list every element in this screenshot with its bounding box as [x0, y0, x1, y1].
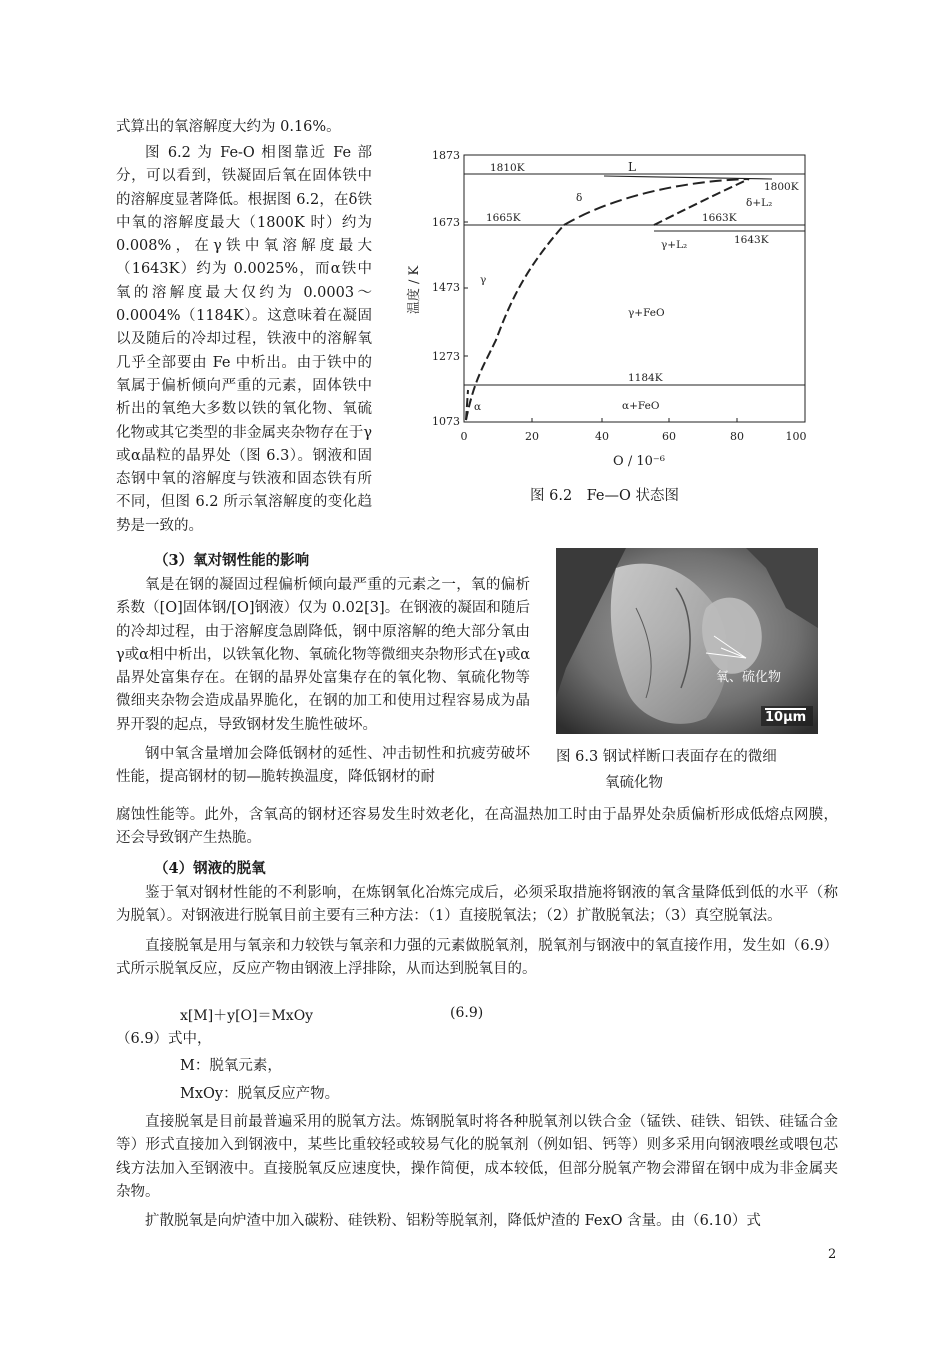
y-tick: 1273 [432, 350, 460, 363]
label-delta: δ [576, 192, 583, 204]
section-4-para4: 扩散脱氧是向炉渣中加入碳粉、硅铁粉、铝粉等脱氧剂，降低炉渣的 FexO 含量。由（6.10）式 [145, 1213, 761, 1230]
x-tick: 100 [785, 430, 807, 443]
photo-annotation: 氧、硫化物 [716, 670, 782, 685]
definition-M: M：脱氧元素， [180, 1058, 282, 1074]
section-3-paragraph [116, 574, 530, 790]
y-axis-label: 温度 / K [407, 265, 422, 315]
y-tick: 1873 [432, 149, 460, 162]
section-3-para1: 氧是在钢的凝固过程偏析倾向最严重的元素之一，氧的偏析系数（[O]固体钢/[O]钢液）仅为 0.02[3]。在钢液的凝固和随后的冷却过程，由于溶解度急剧降低，钢中原溶解的绝大部分氧由γ或α相中析出，以铁氧化物、氧硫化物等微细夹杂物形式在γ或α晶界处富集存在。在钢的晶界处富集存在的氧化物、氧硫化物等微细夹杂物会造成晶界脆化，在钢的加工和使用过程容易成为晶界开裂的起点，导致钢材发生脆性破坏。 [116, 577, 530, 733]
y-tick: 1673 [432, 216, 460, 229]
y-tick: 1073 [432, 415, 460, 428]
figure-6-3-caption-line1: 图 6.3 钢试样断口表面存在的微细 [556, 749, 777, 765]
sem-micrograph [556, 548, 818, 734]
gamma-solubility-curve [466, 225, 564, 420]
label-1800K: 1800K [764, 181, 799, 193]
label-alpha: α [474, 401, 482, 413]
label-gamma: γ [480, 274, 487, 286]
equation-6-9: x[M]＋y[O]＝MxOy [180, 1008, 314, 1024]
figure-6-2 [404, 140, 824, 510]
scale-bar-label: 10μm [765, 710, 807, 725]
equation-number: (6.9) [450, 1005, 484, 1021]
label-1643K: 1643K [734, 234, 769, 246]
label-1663K: 1663K [702, 212, 737, 224]
figure-6-2-caption: 图 6.2 Fe—O 状态图 [530, 488, 680, 504]
label-alpha-feo: α+FeO [622, 400, 660, 412]
x-tick: 80 [730, 430, 744, 443]
x-tick: 60 [662, 430, 676, 443]
x-tick: 40 [595, 430, 609, 443]
label-L: L [628, 160, 636, 174]
figure-6-3-caption-line2: 氧硫化物 [605, 775, 663, 791]
where-line: （6.9）式中， [116, 1031, 212, 1047]
x-axis-label: O / 10⁻⁶ [613, 454, 665, 469]
label-1184K: 1184K [628, 372, 663, 384]
section-4-para2: 直接脱氧是用与氧亲和力较铁与氧亲和力强的元素做脱氧剂，脱氧剂与钢液中的氧直接作用，发生如（6.9）式所示脱氧反应，反应产物由钢液上浮排除，从而达到脱氧目的。 [116, 937, 838, 977]
intro-line: 式算出的氧溶解度大约为 0.16%。 [116, 119, 341, 135]
label-1810K: 1810K [490, 162, 525, 174]
definition-MxOy: MxOy：脱氧反应产物。 [180, 1086, 340, 1102]
fracture-surface-photo [556, 548, 818, 734]
label-gamma-feo: γ+FeO [628, 307, 665, 319]
y-tick: 1473 [432, 281, 460, 294]
x-tick: 20 [525, 430, 539, 443]
section-3-para2-b: 腐蚀性能等。此外，含氧高的钢材还容易发生时效老化，在高温热加工时由于晶界处杂质偏析形成低熔点网膜，还会导致钢产生热脆。 [116, 807, 838, 847]
fe-o-phase-diagram [404, 140, 824, 510]
section-4-para3: 直接脱氧是目前最普遍采用的脱氧方法。炼钢脱氧时将各种脱氧剂以铁合金（锰铁、硅铁、铝铁、硅锰合金等）形式直接加入到钢液中，某些比重较轻或较易气化的脱氧剂（例如铝、钙等）则多采用向钢液喂丝或喂包芯线方法加入至钢液中。直接脱氧反应速度快，操作简便，成本较低，但部分脱氧产物会滞留在钢中成为非金属夹杂物。 [116, 1114, 838, 1200]
section-4-para3-block [116, 1111, 838, 1233]
left-paragraph [116, 142, 372, 538]
section-4-title: （4）钢液的脱氧 [154, 860, 266, 877]
left-paragraph-text: 图 6.2 为 Fe-O 相图靠近 Fe 部分，可以看到，铁凝固后氧在固体铁中的溶解度显著降低。根据图 6.2，在δ铁中氧的溶解度最大（1800K 时）约为 0.008%，在γ铁中氧溶解度最大（1643K）约为 0.0025%，而α铁中氧的溶解度最大仅约为 0.0003～0.0004%（1184K）。这意味着在凝固以及随后的冷却过程，铁液中的溶解氧几乎全部要由 Fe 中析出。由于铁中的氧属于偏析倾向严重的元素，固体铁中析出的氧绝大多数以铁的氧化物、氧硫化物或其它类型的非金属夹杂物存在于γ或α晶粒的晶界处（图 6.3）。钢液和固态钢中氧的溶解度与铁液和固态铁有所不同，但图 6.2 所示氧溶解度的变化趋势是一致的。 [116, 145, 372, 534]
section-4-para1: 鉴于氧对钢材性能的不利影响，在炼钢氧化冶炼完成后，必须采取措施将钢液的氧含量降低到低的水平（称为脱氧）。对钢液进行脱氧目前主要有三种方法：（1）直接脱氧法；（2）扩散脱氧法；（3）真空脱氧法。 [116, 885, 838, 925]
label-1665K: 1665K [486, 212, 521, 224]
section-3-title: （3）氧对钢性能的影响 [154, 552, 310, 569]
x-tick: 0 [460, 430, 468, 443]
page-number: 2 [828, 1247, 837, 1262]
label-delta-L2: δ+L₂ [746, 197, 773, 209]
label-gamma-L2: γ+L₂ [661, 239, 688, 251]
section-4-para1-block [116, 882, 838, 981]
section-3-para2-a: 钢中氧含量增加会降低钢材的延性、冲击韧性和抗疲劳破坏性能，提高钢材的韧—脆转换温度，降低钢材的耐 [116, 746, 530, 786]
